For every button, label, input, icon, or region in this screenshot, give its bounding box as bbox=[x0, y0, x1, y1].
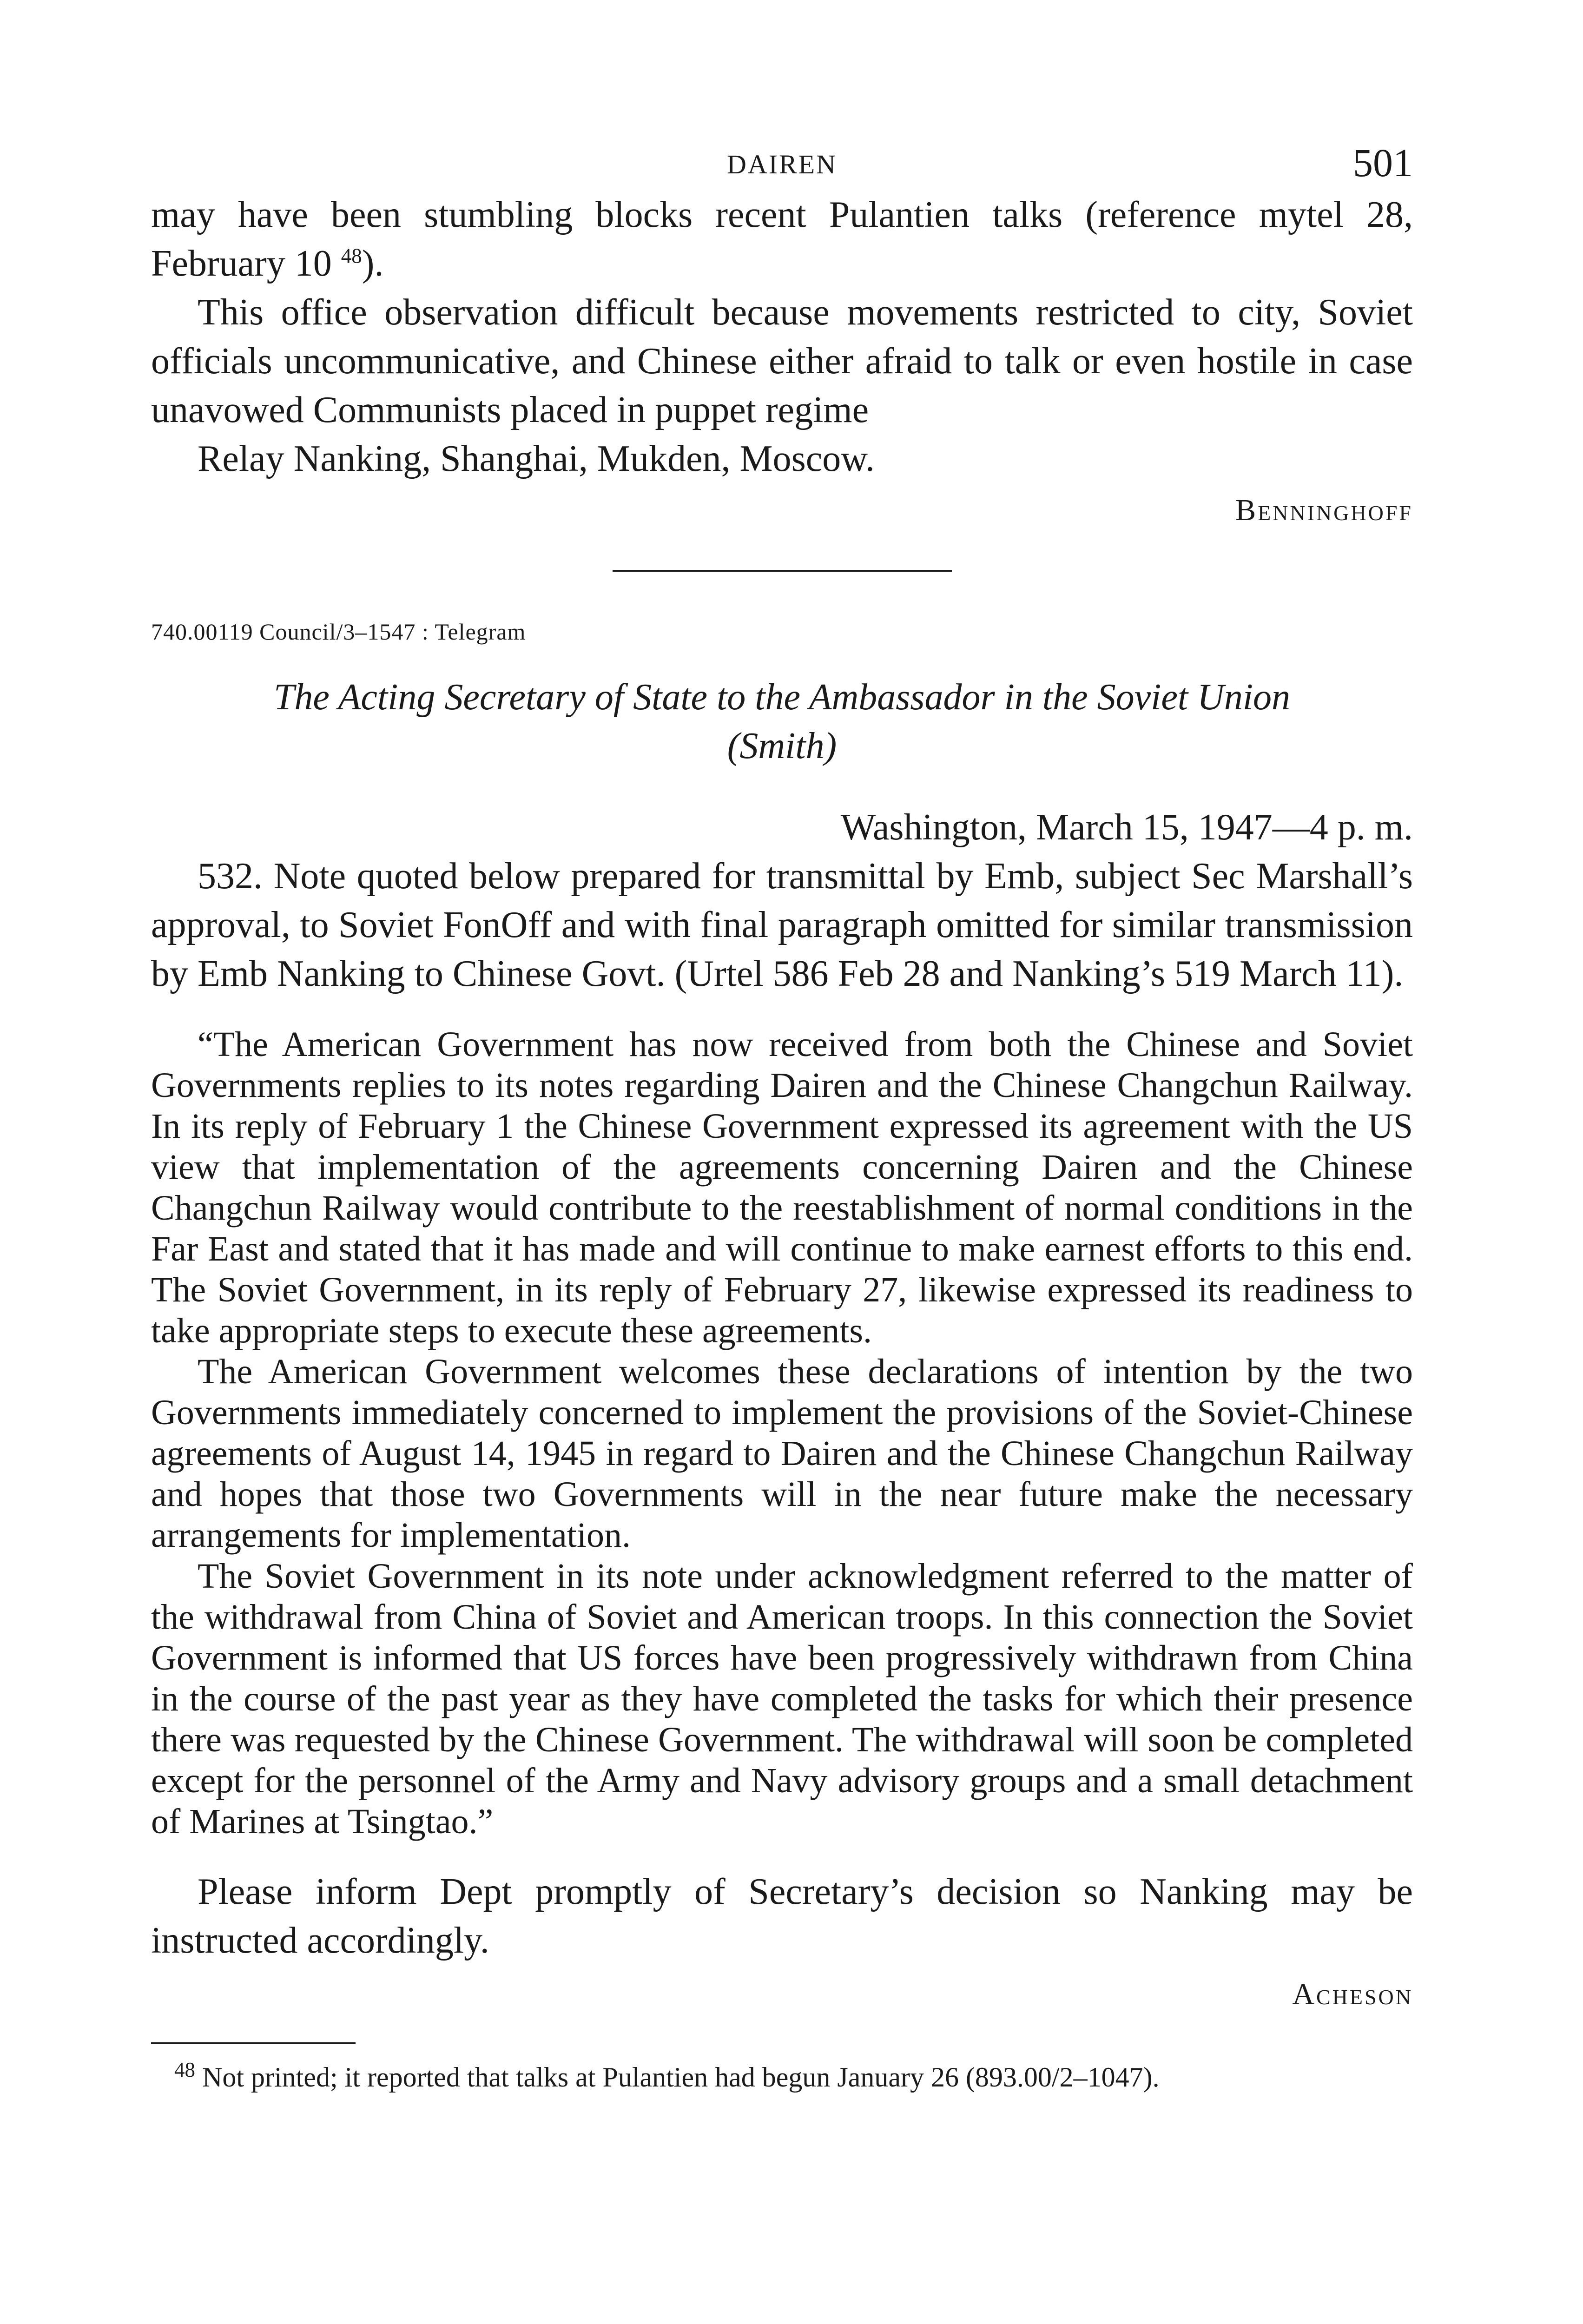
signature-benninghoff: Benninghoff bbox=[1235, 493, 1413, 527]
footnote-text: Not printed; it reported that talks at Pulantien had begun January 26 (893.00/2–1047). bbox=[202, 2062, 1160, 2093]
signature-acheson: Acheson bbox=[1292, 1977, 1413, 2011]
page-number: 501 bbox=[1353, 140, 1413, 185]
footnote-rule bbox=[151, 2042, 356, 2044]
footnote-reference: 48 bbox=[341, 244, 362, 268]
footnote-number: 48 bbox=[174, 2058, 195, 2081]
running-head bbox=[151, 139, 1413, 191]
observation-paragraph: This office observation difficult because movements restricted to city, Soviet officials uncommunicative, and Chinese either afraid to talk or even hostile in case unavowed Communists placed in puppet regime bbox=[151, 292, 1413, 430]
running-title: DAIREN bbox=[726, 149, 838, 179]
footnote bbox=[151, 2058, 1413, 2096]
continued-paragraph-text: may have been stumbling blocks recent Pulantien talks (reference mytel 28, February 10 bbox=[151, 194, 1413, 284]
quoted-note-paragraph-2: The American Government welcomes these declarations of intention by the two Governments immediately concerned to implement the provisions of the Soviet-Chinese agreements of August 14, 1945 in regard to Dairen and the Chinese Changchun Railway and hopes that those two Governments will in the near future make the necessary arrangements for implementation. bbox=[151, 1352, 1413, 1555]
relay-line: Relay Nanking, Shanghai, Mukden, Moscow. bbox=[198, 438, 875, 479]
document-page bbox=[151, 139, 1413, 2096]
continued-paragraph bbox=[151, 191, 1413, 288]
quoted-note-paragraph-1: “The American Government has now received from both the Chinese and Soviet Governments replies to its notes regarding Dairen and the Chinese Changchun Railway. In its reply of February 1 the Chinese Government expressed its agreement with the US view that implementation of the agreements concerning Dairen and the Chinese Changchun Railway would contribute to the reestablishment of normal conditions in the Far East and stated that it has made and will continue to make earnest efforts to this end. The Soviet Government, in its reply of February 27, likewise expressed its readiness to take appropriate steps to execute these agreements. bbox=[151, 1025, 1413, 1350]
telegram-intro: 532. Note quoted below prepared for transmittal by Emb, subject Sec Marshall’s approval, to Soviet FonOff and with final paragraph omitted for similar transmission by Emb Nanking to Chinese Govt. (Urtel 586 Feb 28 and Nanking’s 519 March 11). bbox=[151, 856, 1413, 994]
closing-paragraph: Please inform Dept promptly of Secretary’s decision so Nanking may be instructed accordingly. bbox=[151, 1871, 1413, 1961]
quoted-note-paragraph-3: The Soviet Government in its note under acknowledgment referred to the matter of the withdrawal from China of Soviet and American troops. In this connection the Soviet Government is informed that US forces have been progressively withdrawn from China in the course of the past year as they have completed the tasks for which their presence there was requested by the Chinese Government. The withdrawal will soon be completed except for the personnel of the Army and Navy advisory groups and a small detachment of Marines at Tsingtao.” bbox=[151, 1557, 1413, 1841]
document-title-line-1: The Acting Secretary of State to the Ambassador in the Soviet Union bbox=[273, 677, 1291, 718]
continued-paragraph-end: ). bbox=[362, 243, 384, 284]
dateline: Washington, March 15, 1947—4 p. m. bbox=[840, 807, 1413, 848]
document-title-line-2: (Smith) bbox=[727, 726, 837, 766]
section-divider bbox=[613, 570, 952, 572]
document-title bbox=[151, 673, 1413, 771]
file-reference: 740.00119 Council/3–1547 : Telegram bbox=[151, 619, 526, 645]
